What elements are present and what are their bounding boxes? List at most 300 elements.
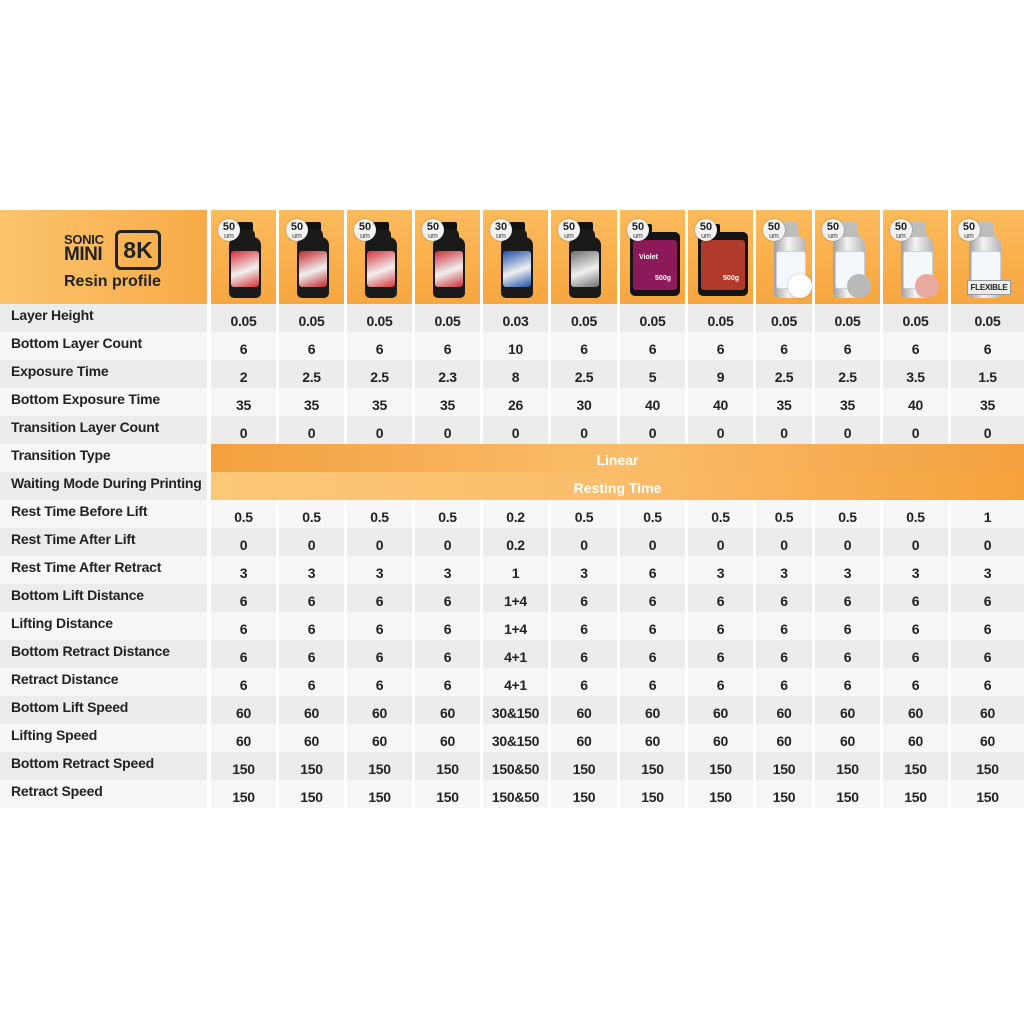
bottle-body <box>365 237 397 298</box>
table-cell: 6 <box>951 612 1024 640</box>
badge-value: 30 <box>494 221 508 233</box>
table-row <box>0 388 1024 416</box>
bottle-body <box>229 237 261 298</box>
resin-profile-table <box>0 210 1024 808</box>
product-cell <box>347 210 412 304</box>
row-label: Waiting Mode During Printing <box>0 472 207 500</box>
product-cell <box>883 210 948 304</box>
table-cell: 6 <box>279 668 344 696</box>
badge-value: 50 <box>426 221 440 233</box>
jug-label-text: Violet <box>639 254 658 261</box>
product-cell <box>620 210 685 304</box>
table-cell: 0.5 <box>347 500 412 528</box>
table-cell: 6 <box>415 612 480 640</box>
badge-value: 50 <box>631 221 645 233</box>
table-cell: 4+1 <box>483 640 548 668</box>
table-cell: 150 <box>211 752 276 780</box>
table-cell: 60 <box>620 724 685 752</box>
table-cell: 40 <box>688 388 753 416</box>
table-cell: 6 <box>211 640 276 668</box>
table-cell: 0.05 <box>756 304 812 332</box>
badge-unit: um <box>701 233 711 240</box>
table-row <box>0 640 1024 668</box>
product-cell <box>688 210 753 304</box>
table-cell: 0.05 <box>815 304 880 332</box>
table-cell: 2.5 <box>756 360 812 388</box>
table-cell: 0.5 <box>815 500 880 528</box>
table-row <box>0 332 1024 360</box>
table-cell: 60 <box>815 696 880 724</box>
table-cell: 150 <box>620 752 685 780</box>
table-cell: 0 <box>483 416 548 444</box>
table-cell: 6 <box>688 612 753 640</box>
table-row <box>0 304 1024 332</box>
table-cell: 60 <box>883 724 948 752</box>
jug-weight: 500g <box>723 275 739 282</box>
sonic-mini-8k-logo <box>64 224 174 274</box>
table-cell: 5 <box>620 360 685 388</box>
table-cell: 0 <box>279 528 344 556</box>
table-header <box>0 210 1024 304</box>
bottle-body <box>501 237 533 298</box>
table-cell: 0.05 <box>347 304 412 332</box>
badge-value: 50 <box>290 221 304 233</box>
table-cell: 2 <box>211 360 276 388</box>
table-cell: 0 <box>756 416 812 444</box>
product-cell <box>415 210 480 304</box>
table-cell: 3 <box>211 556 276 584</box>
brand-model: 8K <box>115 230 161 270</box>
table-cell: 0 <box>211 416 276 444</box>
table-cell: 2.5 <box>815 360 880 388</box>
table-cell: 0 <box>347 528 412 556</box>
row-label: Lifting Distance <box>0 612 207 640</box>
table-cell: 6 <box>688 584 753 612</box>
table-cell: 6 <box>211 332 276 360</box>
table-cell: 1.5 <box>951 360 1024 388</box>
table-cell: 0 <box>415 528 480 556</box>
table-cell: 0.05 <box>211 304 276 332</box>
table-cell: 2.5 <box>347 360 412 388</box>
table-cell: 60 <box>756 724 812 752</box>
table-cell: 6 <box>756 332 812 360</box>
table-cell: 6 <box>415 668 480 696</box>
table-cell: 0 <box>883 528 948 556</box>
table-row <box>0 724 1024 752</box>
table-cell: 35 <box>815 388 880 416</box>
table-cell: 35 <box>756 388 812 416</box>
table-cell: 150 <box>279 780 344 808</box>
table-cell: 60 <box>279 724 344 752</box>
badge-unit: um <box>828 233 838 240</box>
brand-line1: SONIC <box>64 232 104 247</box>
table-cell: 1+4 <box>483 612 548 640</box>
table-cell: 6 <box>415 332 480 360</box>
layer-height-badge <box>218 219 240 241</box>
table-cell: 60 <box>883 696 948 724</box>
table-cell: 6 <box>620 584 685 612</box>
table-row <box>0 612 1024 640</box>
table-cell: 2.3 <box>415 360 480 388</box>
table-cell: 6 <box>620 668 685 696</box>
table-cell: 3 <box>951 556 1024 584</box>
table-cell: 0.2 <box>483 500 548 528</box>
row-label: Layer Height <box>0 304 207 332</box>
table-cell: 0.03 <box>483 304 548 332</box>
row-label: Retract Speed <box>0 780 207 808</box>
table-cell: 0.05 <box>551 304 617 332</box>
table-cell: 3 <box>883 556 948 584</box>
table-cell: 60 <box>415 696 480 724</box>
product-cell <box>483 210 548 304</box>
table-cell: 6 <box>883 668 948 696</box>
table-cell: 0.5 <box>883 500 948 528</box>
table-cell: 30&150 <box>483 696 548 724</box>
product-cell <box>211 210 276 304</box>
table-cell: 6 <box>756 584 812 612</box>
table-row <box>0 556 1024 584</box>
table-cell: 60 <box>951 724 1024 752</box>
jug-label <box>633 240 677 290</box>
table-row <box>0 444 1024 472</box>
table-cell: 150 <box>951 780 1024 808</box>
table-cell: 150 <box>951 752 1024 780</box>
color-swatch <box>847 274 871 298</box>
table-cell: 150 <box>688 780 753 808</box>
bottle-label <box>503 251 531 287</box>
table-cell: 1 <box>483 556 548 584</box>
table-cell: 60 <box>815 724 880 752</box>
table-cell: 6 <box>211 584 276 612</box>
table-cell: 0.05 <box>951 304 1024 332</box>
layer-height-badge <box>354 219 376 241</box>
table-cell: 6 <box>815 584 880 612</box>
layer-height-badge <box>422 219 444 241</box>
table-cell: 0 <box>620 416 685 444</box>
table-cell: 0.5 <box>279 500 344 528</box>
table-cell: 3 <box>415 556 480 584</box>
table-cell: 150 <box>415 752 480 780</box>
table-cell: 6 <box>620 640 685 668</box>
bottle-label <box>367 251 395 287</box>
table-cell: 60 <box>347 724 412 752</box>
color-swatch <box>915 274 939 298</box>
layer-height-badge <box>822 219 844 241</box>
table-row <box>0 780 1024 808</box>
badge-unit: um <box>896 233 906 240</box>
table-cell: 6 <box>415 640 480 668</box>
badge-unit: um <box>496 233 506 240</box>
table-cell: 6 <box>620 612 685 640</box>
row-label: Bottom Lift Distance <box>0 584 207 612</box>
table-cell: 0 <box>415 416 480 444</box>
badge-value: 50 <box>358 221 372 233</box>
table-cell: 3 <box>756 556 812 584</box>
table-cell: 150 <box>347 780 412 808</box>
row-label: Bottom Retract Speed <box>0 752 207 780</box>
table-cell: 3 <box>688 556 753 584</box>
product-cell <box>279 210 344 304</box>
table-cell: 6 <box>756 668 812 696</box>
table-cell: 150 <box>756 752 812 780</box>
table-cell: 0.05 <box>620 304 685 332</box>
table-cell: 0.05 <box>279 304 344 332</box>
badge-value: 50 <box>826 221 840 233</box>
badge-unit: um <box>292 233 302 240</box>
table-cell: 150 <box>551 752 617 780</box>
table-cell: 60 <box>211 696 276 724</box>
table-cell: 10 <box>483 332 548 360</box>
table-cell: 0.05 <box>883 304 948 332</box>
table-cell: 150 <box>756 780 812 808</box>
table-cell: 6 <box>551 668 617 696</box>
table-cell: 60 <box>620 696 685 724</box>
table-cell: 35 <box>951 388 1024 416</box>
table-cell: 0.5 <box>415 500 480 528</box>
table-cell: 6 <box>211 668 276 696</box>
table-cell: 6 <box>279 612 344 640</box>
row-label: Rest Time After Retract <box>0 556 207 584</box>
table-cell: 0.5 <box>551 500 617 528</box>
table-cell: 6 <box>951 332 1024 360</box>
row-label: Rest Time After Lift <box>0 528 207 556</box>
table-cell: 6 <box>883 640 948 668</box>
table-cell: 0 <box>347 416 412 444</box>
bottle-label <box>299 251 327 287</box>
row-label: Lifting Speed <box>0 724 207 752</box>
table-cell: 6 <box>347 584 412 612</box>
badge-unit: um <box>633 233 643 240</box>
table-cell: 0 <box>688 416 753 444</box>
table-cell: 6 <box>347 612 412 640</box>
badge-value: 50 <box>894 221 908 233</box>
resin-profile-title: Resin profile <box>64 273 161 290</box>
table-cell: 6 <box>883 332 948 360</box>
table-cell: 6 <box>815 640 880 668</box>
bottle-label <box>571 251 599 287</box>
badge-unit: um <box>964 233 974 240</box>
row-label: Rest Time Before Lift <box>0 500 207 528</box>
table-row <box>0 360 1024 388</box>
badge-value: 50 <box>222 221 236 233</box>
table-cell: 6 <box>347 332 412 360</box>
table-cell: 6 <box>815 668 880 696</box>
transition-type-value: Linear <box>211 444 1024 472</box>
table-cell: 6 <box>688 332 753 360</box>
table-cell: 6 <box>279 640 344 668</box>
product-cell <box>756 210 812 304</box>
table-cell: 60 <box>951 696 1024 724</box>
table-cell: 60 <box>551 724 617 752</box>
layer-height-badge <box>763 219 785 241</box>
table-cell: 2.5 <box>279 360 344 388</box>
layer-height-badge <box>286 219 308 241</box>
badge-unit: um <box>360 233 370 240</box>
table-cell: 0 <box>951 416 1024 444</box>
badge-value: 50 <box>767 221 781 233</box>
table-cell: 6 <box>883 584 948 612</box>
table-cell: 6 <box>347 668 412 696</box>
table-cell: 60 <box>211 724 276 752</box>
table-cell: 0.5 <box>688 500 753 528</box>
badge-unit: um <box>224 233 234 240</box>
table-body <box>0 304 1024 808</box>
table-row <box>0 696 1024 724</box>
badge-value: 50 <box>562 221 576 233</box>
table-cell: 0 <box>951 528 1024 556</box>
table-cell: 0.2 <box>483 528 548 556</box>
table-cell: 150 <box>211 780 276 808</box>
row-label: Transition Type <box>0 444 207 472</box>
jug-body <box>630 232 680 296</box>
badge-value: 50 <box>962 221 976 233</box>
layer-height-badge <box>958 219 980 241</box>
table-cell: 35 <box>415 388 480 416</box>
product-cell <box>815 210 880 304</box>
row-label: Bottom Layer Count <box>0 332 207 360</box>
table-cell: 0.5 <box>620 500 685 528</box>
table-cell: 35 <box>347 388 412 416</box>
table-row <box>0 416 1024 444</box>
table-cell: 40 <box>883 388 948 416</box>
table-row <box>0 668 1024 696</box>
row-label: Bottom Lift Speed <box>0 696 207 724</box>
table-cell: 150 <box>815 780 880 808</box>
row-label: Retract Distance <box>0 668 207 696</box>
table-cell: 3 <box>815 556 880 584</box>
table-cell: 6 <box>756 612 812 640</box>
table-cell: 30 <box>551 388 617 416</box>
table-cell: 6 <box>551 612 617 640</box>
table-cell: 150 <box>883 780 948 808</box>
table-cell: 150 <box>815 752 880 780</box>
table-cell: 1 <box>951 500 1024 528</box>
bottle-body <box>297 237 329 298</box>
table-cell: 150 <box>347 752 412 780</box>
table-cell: 60 <box>688 724 753 752</box>
table-cell: 30&150 <box>483 724 548 752</box>
table-cell: 6 <box>951 584 1024 612</box>
badge-unit: um <box>769 233 779 240</box>
table-cell: 60 <box>347 696 412 724</box>
row-label: Bottom Exposure Time <box>0 388 207 416</box>
jug-weight: 500g <box>655 275 671 282</box>
table-cell: 6 <box>551 640 617 668</box>
table-cell: 3.5 <box>883 360 948 388</box>
row-label: Exposure Time <box>0 360 207 388</box>
table-cell: 6 <box>620 332 685 360</box>
bottle-body <box>569 237 601 298</box>
table-cell: 3 <box>347 556 412 584</box>
table-cell: 0 <box>551 416 617 444</box>
table-cell: 6 <box>815 612 880 640</box>
table-cell: 0 <box>551 528 617 556</box>
table-cell: 6 <box>279 584 344 612</box>
table-row <box>0 500 1024 528</box>
table-cell: 8 <box>483 360 548 388</box>
table-cell: 0.05 <box>415 304 480 332</box>
table-cell: 0 <box>279 416 344 444</box>
table-cell: 6 <box>688 668 753 696</box>
table-cell: 6 <box>551 332 617 360</box>
table-cell: 35 <box>279 388 344 416</box>
bottle-label <box>231 251 259 287</box>
brand-line2: MINI <box>64 244 103 265</box>
table-row <box>0 472 1024 500</box>
table-cell: 0.5 <box>211 500 276 528</box>
table-cell: 4+1 <box>483 668 548 696</box>
table-cell: 40 <box>620 388 685 416</box>
table-cell: 150 <box>688 752 753 780</box>
table-cell: 6 <box>756 640 812 668</box>
table-cell: 0 <box>883 416 948 444</box>
table-cell: 2.5 <box>551 360 617 388</box>
color-swatch <box>788 274 812 298</box>
table-cell: 150 <box>551 780 617 808</box>
layer-height-badge <box>695 219 717 241</box>
table-cell: 1+4 <box>483 584 548 612</box>
table-cell: 150 <box>620 780 685 808</box>
bottle-label <box>435 251 463 287</box>
table-cell: 60 <box>415 724 480 752</box>
table-cell: 60 <box>279 696 344 724</box>
table-cell: 150&50 <box>483 752 548 780</box>
table-cell: 6 <box>279 332 344 360</box>
table-cell: 0 <box>620 528 685 556</box>
table-cell: 6 <box>951 640 1024 668</box>
table-cell: 9 <box>688 360 753 388</box>
layer-height-badge <box>490 219 512 241</box>
table-cell: 0.05 <box>688 304 753 332</box>
table-cell: 0 <box>815 416 880 444</box>
table-cell: 60 <box>551 696 617 724</box>
table-cell: 0 <box>688 528 753 556</box>
layer-height-badge <box>558 219 580 241</box>
table-cell: 26 <box>483 388 548 416</box>
jug-label <box>701 240 745 290</box>
table-cell: 150 <box>279 752 344 780</box>
table-cell: 150&50 <box>483 780 548 808</box>
table-cell: 0 <box>756 528 812 556</box>
table-row <box>0 584 1024 612</box>
table-cell: 6 <box>211 612 276 640</box>
row-label: Transition Layer Count <box>0 416 207 444</box>
table-cell: 6 <box>347 640 412 668</box>
table-cell: 3 <box>551 556 617 584</box>
badge-unit: um <box>564 233 574 240</box>
jug-body <box>698 232 748 296</box>
table-cell: 6 <box>688 640 753 668</box>
table-cell: 0 <box>815 528 880 556</box>
table-cell: 6 <box>883 612 948 640</box>
table-cell: 6 <box>620 556 685 584</box>
badge-unit: um <box>428 233 438 240</box>
table-cell: 6 <box>551 584 617 612</box>
table-cell: 6 <box>951 668 1024 696</box>
table-row <box>0 528 1024 556</box>
brand-cell <box>0 210 207 304</box>
table-cell: 60 <box>756 696 812 724</box>
table-cell: 3 <box>279 556 344 584</box>
table-cell: 0 <box>211 528 276 556</box>
waiting-mode-value: Resting Time <box>211 472 1024 500</box>
table-cell: 150 <box>883 752 948 780</box>
table-cell: 60 <box>688 696 753 724</box>
layer-height-badge <box>627 219 649 241</box>
table-cell: 6 <box>815 332 880 360</box>
bottle-body <box>433 237 465 298</box>
row-label: Bottom Retract Distance <box>0 640 207 668</box>
